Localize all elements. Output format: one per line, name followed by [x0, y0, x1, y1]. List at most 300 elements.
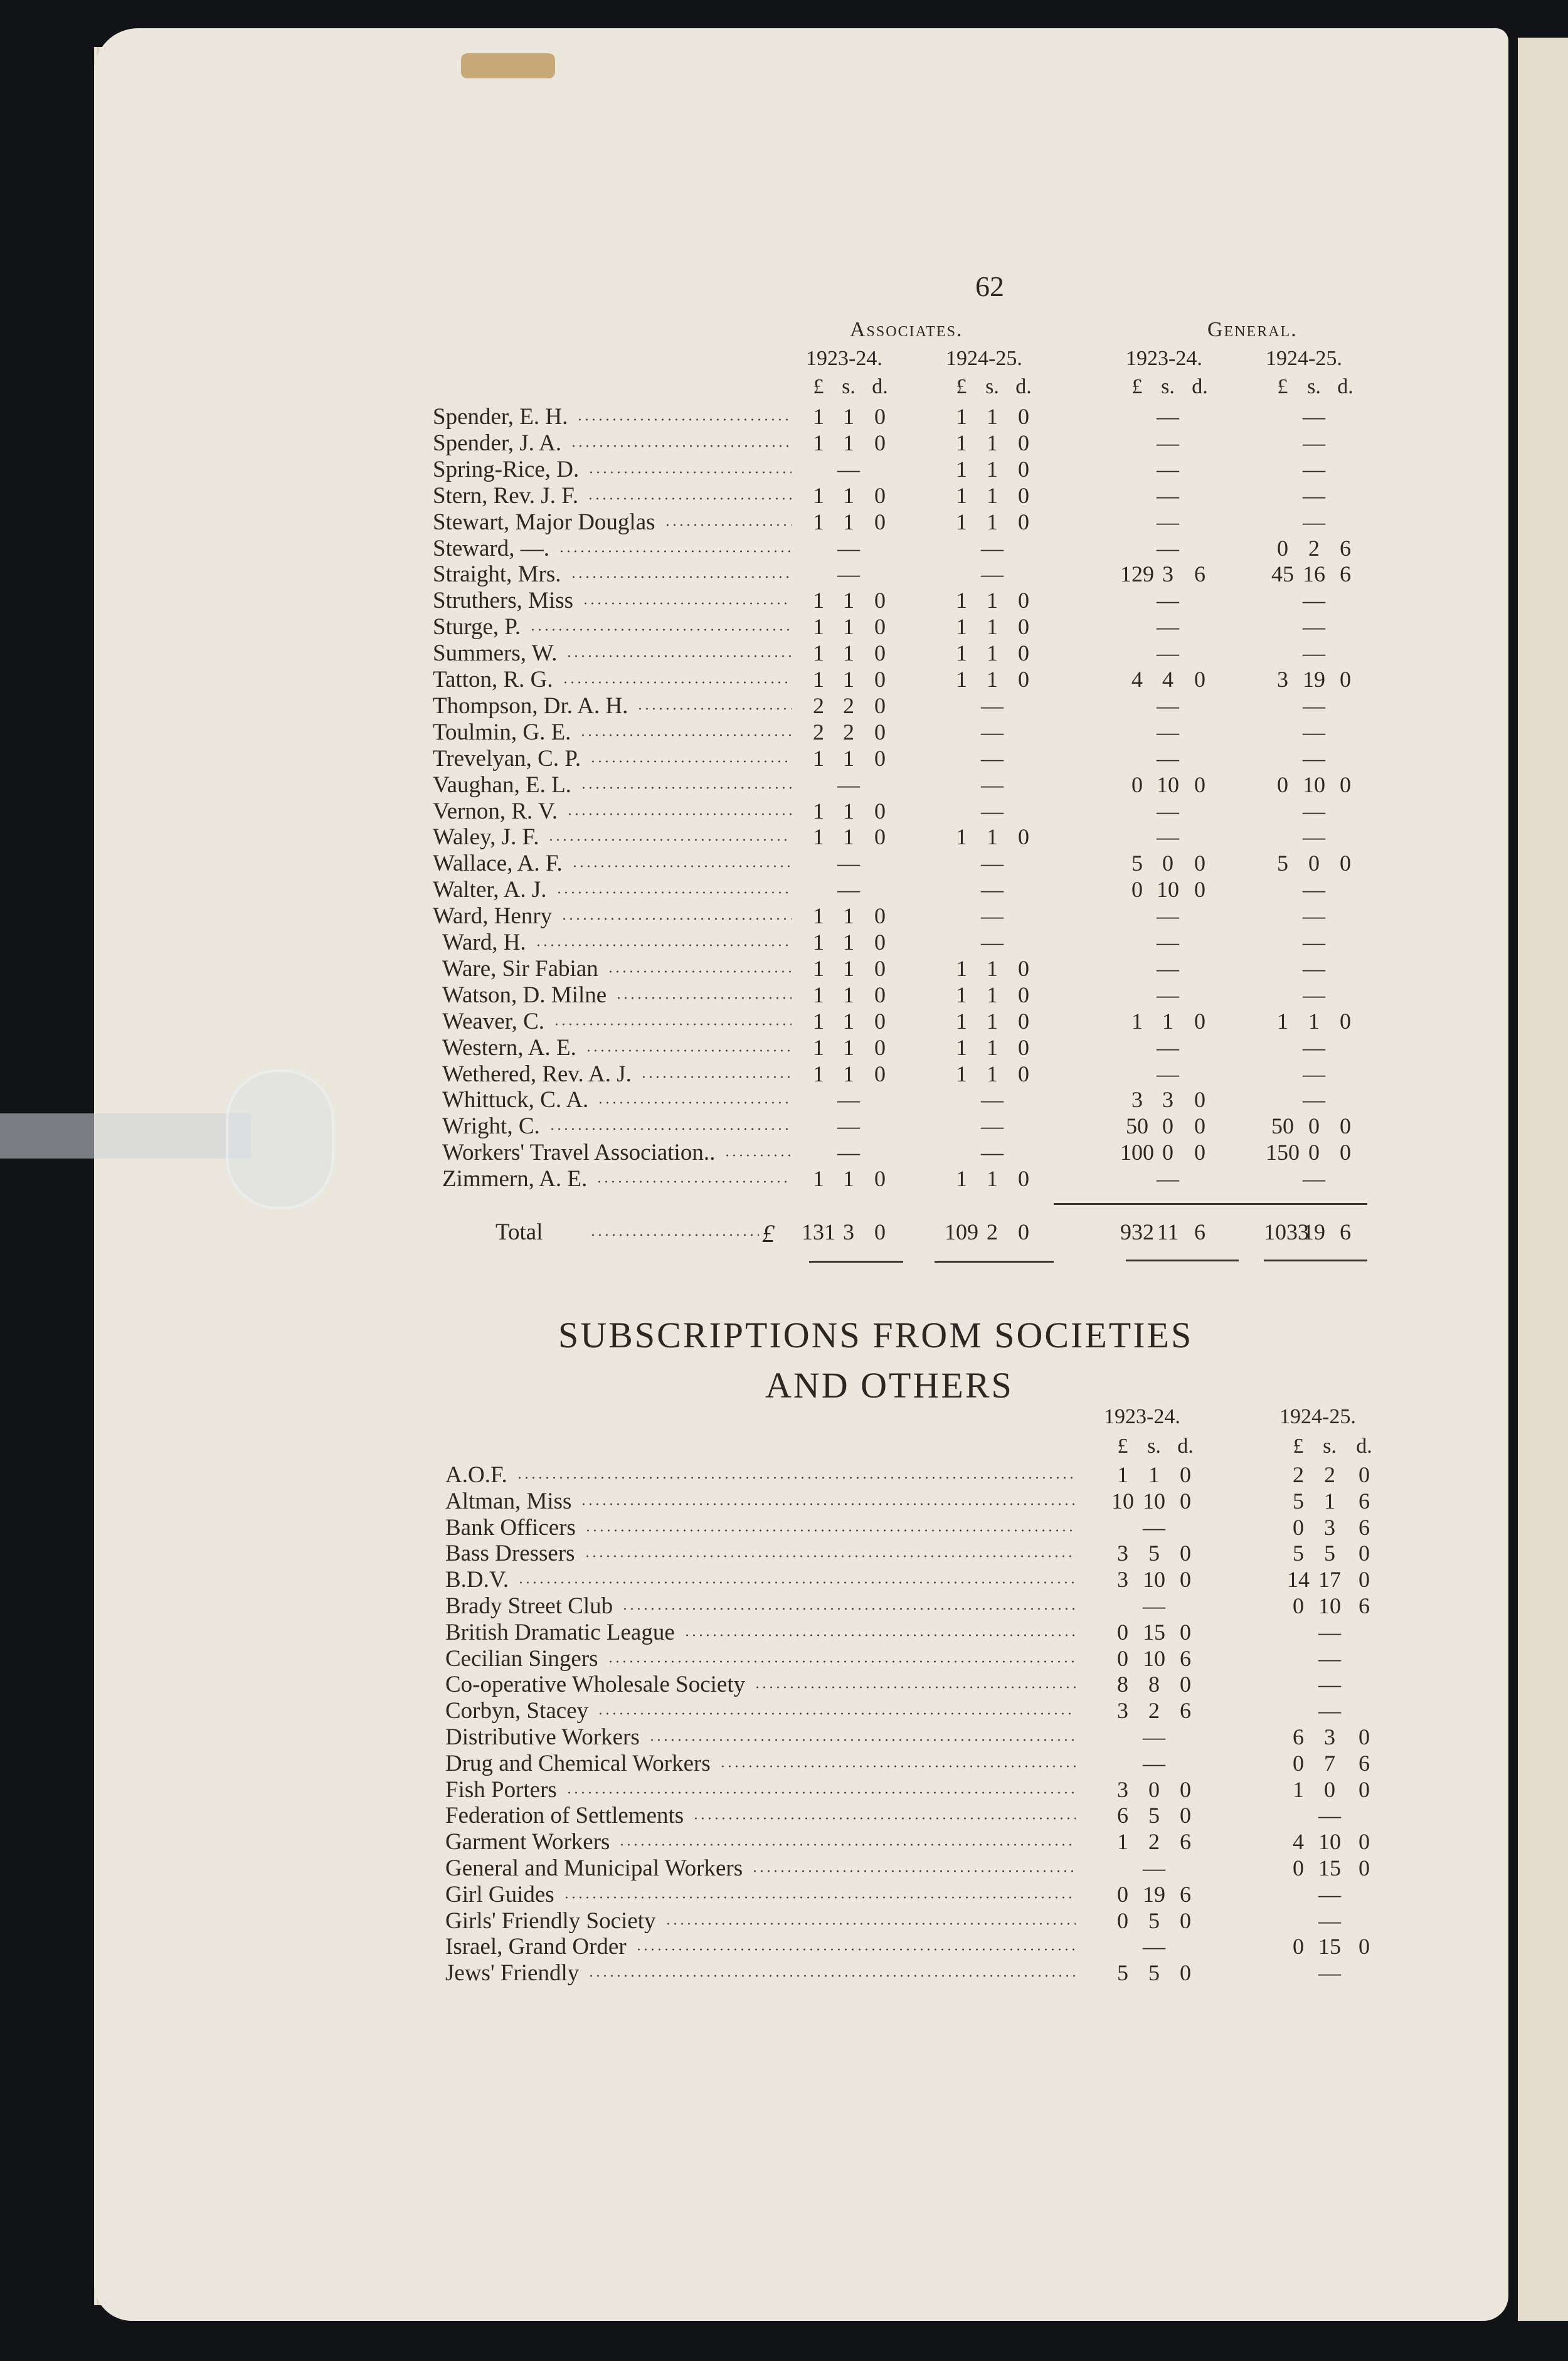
c2-amount-pence: 0	[1359, 1724, 1370, 1749]
unit-label: s.	[1161, 375, 1175, 398]
row-name: Spring-Rice, D.	[433, 457, 580, 482]
a1-amount-pounds: 1	[813, 404, 824, 429]
row-name: Weaver, C.	[442, 1009, 544, 1034]
c1-amount-pence: 0	[1180, 1462, 1191, 1487]
c2-amount-dash: —	[1318, 1882, 1341, 1907]
g1-amount-dash: —	[1157, 824, 1179, 849]
c2-amount-pence: 6	[1359, 1488, 1370, 1514]
row-name: Vaughan, E. L.	[433, 772, 571, 798]
a1-amount-shillings: 1	[843, 1166, 854, 1191]
g1-amount-dash: —	[1157, 509, 1179, 534]
c2-amount-pounds: 2	[1293, 1462, 1304, 1487]
row-name: Watson, D. Milne	[442, 982, 607, 1008]
c1-amount-pence: 0	[1180, 1960, 1191, 1985]
a1-amount-pounds: 1	[813, 1009, 824, 1034]
a2-amount-pence: 0	[1018, 667, 1029, 692]
c2-amount-shillings: 15	[1318, 1855, 1341, 1881]
c1-amount-shillings: 8	[1148, 1672, 1160, 1697]
table-row	[94, 1619, 1508, 1645]
leader-dots	[754, 1686, 1076, 1689]
unit-label: s.	[985, 375, 999, 398]
a2-amount-shillings: 1	[987, 667, 998, 692]
c1-amount-shillings: 15	[1143, 1620, 1165, 1645]
row-name: Stewart, Major Douglas	[433, 509, 655, 535]
c2-amount-dash: —	[1318, 1803, 1341, 1828]
g2-amount-dash: —	[1303, 956, 1325, 981]
g1-amount-pence: 0	[1194, 877, 1205, 902]
g1-amount-dash: —	[1157, 930, 1179, 955]
total-underline	[1126, 1260, 1239, 1261]
a1-amount-shillings: 1	[843, 640, 854, 666]
g2-amount-shillings: 19	[1303, 667, 1325, 692]
a2-amount-pounds: 1	[956, 956, 967, 981]
g2-amount-pounds: 50	[1271, 1113, 1294, 1138]
leader-dots	[566, 813, 792, 815]
row-name: General and Municipal Workers	[445, 1855, 743, 1881]
leader-dots	[580, 1503, 1076, 1505]
a2-amount-pence: 0	[1018, 824, 1029, 849]
leader-dots	[570, 576, 792, 578]
a1-amount-shillings: 2	[843, 719, 854, 745]
a1-amount-pence: 0	[874, 956, 886, 981]
a2-amount-pounds: 1	[956, 824, 967, 849]
c2-amount-pounds: 5	[1293, 1541, 1304, 1566]
g2-amount-dash: —	[1303, 877, 1325, 902]
c2-amount-pence: 6	[1359, 1593, 1370, 1618]
row-name: Brady Street Club	[445, 1593, 613, 1619]
row-name: Ward, Henry	[433, 903, 553, 929]
row-name: Western, A. E.	[442, 1035, 576, 1061]
row-name: Spender, J. A.	[433, 430, 562, 456]
g2-amount-dash: —	[1303, 982, 1325, 1007]
g1-amount-dash: —	[1157, 1061, 1179, 1086]
row-name: Garment Workers	[445, 1829, 610, 1855]
c1-amount-pence: 6	[1180, 1698, 1191, 1723]
c2-amount-pounds: 0	[1293, 1751, 1304, 1776]
leader-dots	[549, 1128, 792, 1130]
row-name: Trevelyan, C. P.	[433, 746, 581, 772]
a2-amount-shillings: 1	[987, 1166, 998, 1191]
a1-amount-pence: 0	[874, 930, 886, 955]
g1-amount-pounds: 4	[1131, 667, 1143, 692]
leader-dots	[584, 1555, 1076, 1557]
c1-amount-pounds: 8	[1117, 1672, 1128, 1697]
a2-amount-pence: 0	[1018, 1009, 1029, 1034]
year-header: 1923-24.	[806, 347, 882, 370]
table-row	[94, 1907, 1508, 1934]
a2-amount-dash: —	[981, 851, 1004, 876]
a1-amount-pence: 0	[874, 509, 886, 534]
a1-amount-pounds: 1	[813, 798, 824, 824]
leader-dots	[664, 524, 792, 526]
a2-amount-shillings: 1	[987, 1061, 998, 1086]
g1-amount-pence: 0	[1194, 1113, 1205, 1138]
g1-amount-dash: —	[1157, 693, 1179, 718]
total-a1-shillings: 3	[843, 1219, 854, 1244]
g2-amount-shillings: 10	[1303, 772, 1325, 797]
a1-amount-pounds: 1	[813, 982, 824, 1007]
leader-dots	[585, 1529, 1076, 1532]
a1-amount-pounds: 1	[813, 903, 824, 928]
a1-amount-shillings: 1	[843, 930, 854, 955]
c2-amount-pence: 0	[1359, 1829, 1370, 1854]
year-header: 1924-25.	[946, 347, 1022, 370]
row-name: Bass Dressers	[445, 1541, 575, 1566]
a1-amount-shillings: 1	[843, 614, 854, 639]
c1-amount-shillings: 2	[1148, 1698, 1160, 1723]
leader-dots	[548, 839, 792, 841]
c1-amount-pounds: 0	[1117, 1908, 1128, 1933]
row-name: Steward, —.	[433, 536, 549, 561]
row-name: Sturge, P.	[433, 614, 521, 640]
a1-amount-pounds: 1	[813, 588, 824, 613]
unit-label: d.	[1192, 375, 1208, 398]
a1-amount-dash: —	[837, 877, 860, 902]
c1-amount-dash: —	[1143, 1515, 1165, 1540]
c1-amount-shillings: 5	[1148, 1541, 1160, 1566]
a1-amount-shillings: 1	[843, 824, 854, 849]
g2-amount-dash: —	[1303, 903, 1325, 928]
c1-amount-shillings: 2	[1148, 1829, 1160, 1854]
unit-label: d.	[1015, 375, 1032, 398]
g2-amount-dash: —	[1303, 404, 1325, 429]
total-g1-shillings: 11	[1157, 1219, 1179, 1244]
row-name: British Dramatic League	[445, 1620, 675, 1645]
row-name: Whittuck, C. A.	[442, 1087, 589, 1113]
a2-amount-dash: —	[981, 693, 1004, 718]
a1-amount-dash: —	[837, 1087, 860, 1112]
c2-amount-shillings: 3	[1324, 1724, 1335, 1749]
c1-amount-pence: 0	[1180, 1567, 1191, 1592]
leader-dots	[566, 1791, 1076, 1794]
a2-amount-dash: —	[981, 798, 1004, 824]
a1-amount-shillings: 2	[843, 693, 854, 718]
g2-amount-dash: —	[1303, 588, 1325, 613]
leader-dots	[562, 681, 792, 684]
row-name: Stern, Rev. J. F.	[433, 483, 579, 509]
a1-amount-shillings: 1	[843, 982, 854, 1007]
c1-amount-dash: —	[1143, 1934, 1165, 1959]
g1-amount-dash: —	[1157, 430, 1179, 455]
a2-amount-pence: 0	[1018, 509, 1029, 534]
a2-amount-pounds: 1	[956, 1061, 967, 1086]
leader-dots	[570, 445, 792, 447]
g2-amount-dash: —	[1303, 693, 1325, 718]
a1-amount-dash: —	[837, 457, 860, 482]
c2-amount-pounds: 0	[1293, 1515, 1304, 1540]
a1-amount-shillings: 1	[843, 667, 854, 692]
leader-dots	[582, 602, 792, 605]
unit-label: £	[813, 375, 824, 398]
a2-amount-dash: —	[981, 1140, 1004, 1165]
a2-amount-pence: 0	[1018, 1035, 1029, 1060]
row-name: Corbyn, Stacey	[445, 1698, 589, 1724]
unit-label: d.	[1356, 1435, 1372, 1458]
g1-amount-pounds: 3	[1131, 1087, 1143, 1112]
pound-sign: £	[762, 1219, 775, 1248]
g1-amount-dash: —	[1157, 483, 1179, 508]
a2-amount-shillings: 1	[987, 982, 998, 1007]
g1-amount-pounds: 0	[1131, 877, 1143, 902]
a1-amount-pence: 0	[874, 719, 886, 745]
a1-amount-pence: 0	[874, 1166, 886, 1191]
a2-amount-shillings: 1	[987, 614, 998, 639]
total-g2-pence: 6	[1340, 1219, 1351, 1244]
a1-amount-shillings: 1	[843, 430, 854, 455]
leader-dots	[529, 629, 792, 631]
binder-clip	[0, 1069, 336, 1207]
unit-label: £	[956, 375, 967, 398]
a1-amount-pence: 0	[874, 798, 886, 824]
g1-amount-shillings: 0	[1162, 851, 1173, 876]
c2-amount-pence: 0	[1359, 1777, 1370, 1802]
row-name: Cecilian Singers	[445, 1646, 598, 1672]
c1-amount-pounds: 3	[1117, 1541, 1128, 1566]
a2-amount-pounds: 1	[956, 588, 967, 613]
c1-amount-pence: 0	[1180, 1620, 1191, 1645]
row-name: Drug and Chemical Workers	[445, 1751, 711, 1776]
g2-amount-pence: 0	[1340, 1140, 1351, 1165]
total-g2-shillings: 19	[1303, 1219, 1325, 1244]
a2-amount-pence: 0	[1018, 982, 1029, 1007]
g1-amount-pounds: 50	[1126, 1113, 1148, 1138]
c2-amount-pounds: 1	[1293, 1777, 1304, 1802]
leader-dots	[607, 970, 792, 973]
row-name: Wright, C.	[442, 1113, 540, 1139]
g1-amount-shillings: 0	[1162, 1113, 1173, 1138]
leader-dots	[558, 550, 792, 553]
a2-amount-pence: 0	[1018, 1166, 1029, 1191]
total-rule	[1054, 1203, 1367, 1205]
year-header: 1924-25.	[1279, 1405, 1356, 1428]
leader-dots	[556, 891, 792, 894]
leader-dots	[561, 918, 792, 920]
g1-amount-dash: —	[1157, 404, 1179, 429]
a1-amount-pence: 0	[874, 693, 886, 718]
g2-amount-pounds: 1	[1277, 1009, 1288, 1034]
leader-dots	[684, 1634, 1076, 1637]
leader-dots	[516, 1477, 1076, 1479]
c1-amount-shillings: 5	[1148, 1960, 1160, 1985]
leader-dots	[571, 865, 792, 867]
leader-dots	[618, 1844, 1076, 1846]
leader-dots	[615, 997, 792, 999]
g2-amount-shillings: 0	[1308, 851, 1320, 876]
leader-dots	[649, 1739, 1076, 1741]
c1-amount-pounds: 3	[1117, 1567, 1128, 1592]
row-name: Co-operative Wholesale Society	[445, 1672, 746, 1697]
a2-amount-shillings: 1	[987, 824, 998, 849]
g2-amount-pounds: 150	[1266, 1140, 1300, 1165]
total-a2-pence: 0	[1018, 1219, 1029, 1244]
a1-amount-shillings: 1	[843, 483, 854, 508]
c1-amount-pounds: 1	[1117, 1462, 1128, 1487]
leader-dots	[553, 1023, 792, 1026]
table-row	[94, 1802, 1508, 1828]
c1-amount-dash: —	[1143, 1593, 1165, 1618]
a2-amount-dash: —	[981, 772, 1004, 797]
total-a1-pounds: 131	[802, 1219, 835, 1244]
a2-amount-pence: 0	[1018, 430, 1029, 455]
leader-dots	[751, 1870, 1076, 1872]
leader-dots	[590, 1234, 759, 1236]
c2-amount-pounds: 0	[1293, 1934, 1304, 1959]
row-name: Straight, Mrs.	[433, 561, 561, 587]
c2-amount-pounds: 14	[1287, 1567, 1310, 1592]
unit-label: d.	[872, 375, 888, 398]
leader-dots	[622, 1608, 1076, 1610]
g1-amount-dash: —	[1157, 457, 1179, 482]
g1-amount-dash: —	[1157, 536, 1179, 561]
row-name: Wallace, A. F.	[433, 851, 563, 876]
leader-dots	[588, 471, 792, 474]
g1-amount-pence: 0	[1194, 667, 1205, 692]
c1-amount-pence: 6	[1180, 1646, 1191, 1671]
c1-amount-pounds: 0	[1117, 1882, 1128, 1907]
g1-amount-pounds: 0	[1131, 772, 1143, 797]
a1-amount-dash: —	[837, 536, 860, 561]
g1-amount-pounds: 129	[1120, 561, 1154, 586]
g2-amount-dash: —	[1303, 1061, 1325, 1086]
row-name: Jews' Friendly	[445, 1960, 580, 1986]
g1-amount-shillings: 0	[1162, 1140, 1173, 1165]
a2-amount-pence: 0	[1018, 640, 1029, 666]
g1-amount-shillings: 3	[1162, 561, 1173, 586]
table-row	[94, 1645, 1508, 1672]
g1-amount-dash: —	[1157, 1035, 1179, 1060]
a2-amount-shillings: 1	[987, 404, 998, 429]
row-name: Toulmin, G. E.	[433, 719, 571, 745]
c2-amount-pounds: 5	[1293, 1488, 1304, 1514]
g2-amount-shillings: 16	[1303, 561, 1325, 586]
g2-amount-pounds: 45	[1271, 561, 1294, 586]
a1-amount-pounds: 1	[813, 824, 824, 849]
a2-amount-shillings: 1	[987, 640, 998, 666]
leader-dots	[576, 418, 792, 421]
g2-amount-shillings: 0	[1308, 1113, 1320, 1138]
leader-dots	[635, 1948, 1076, 1951]
unit-label: s.	[1323, 1435, 1337, 1458]
a2-amount-shillings: 1	[987, 956, 998, 981]
g1-amount-dash: —	[1157, 588, 1179, 613]
row-name: Girls' Friendly Society	[445, 1908, 656, 1934]
a1-amount-pounds: 2	[813, 693, 824, 718]
unit-label: s.	[1147, 1435, 1161, 1458]
row-name: B.D.V.	[445, 1567, 509, 1593]
table-row	[94, 1697, 1508, 1724]
g2-amount-pounds: 0	[1277, 536, 1288, 561]
c1-amount-pence: 0	[1180, 1541, 1191, 1566]
a2-amount-pounds: 1	[956, 1035, 967, 1060]
a1-amount-pounds: 1	[813, 614, 824, 639]
c2-amount-shillings: 2	[1324, 1462, 1335, 1487]
section-title: SUBSCRIPTIONS FROM SOCIETIES	[558, 1315, 1194, 1356]
unit-label: £	[1277, 375, 1288, 398]
a1-amount-pence: 0	[874, 982, 886, 1007]
a2-amount-dash: —	[981, 536, 1004, 561]
g2-amount-shillings: 0	[1308, 1140, 1320, 1165]
a2-amount-shillings: 1	[987, 430, 998, 455]
a1-amount-pence: 0	[874, 903, 886, 928]
g2-amount-dash: —	[1303, 483, 1325, 508]
a2-amount-dash: —	[981, 746, 1004, 771]
a1-amount-shillings: 1	[843, 1061, 854, 1086]
c2-amount-shillings: 3	[1324, 1515, 1335, 1540]
g1-amount-shillings: 3	[1162, 1087, 1173, 1112]
leader-dots	[580, 787, 792, 789]
c1-amount-shillings: 19	[1143, 1882, 1165, 1907]
a2-amount-pence: 0	[1018, 614, 1029, 639]
c1-amount-pence: 6	[1180, 1829, 1191, 1854]
total-label: Total	[495, 1219, 543, 1245]
g1-amount-pence: 0	[1194, 1087, 1205, 1112]
table-row	[94, 1881, 1508, 1907]
leader-dots	[640, 1076, 792, 1078]
c2-amount-dash: —	[1318, 1698, 1341, 1723]
row-name: Fish Porters	[445, 1777, 557, 1803]
c2-amount-shillings: 17	[1318, 1567, 1341, 1592]
c1-amount-shillings: 10	[1143, 1488, 1165, 1514]
c2-amount-shillings: 10	[1318, 1593, 1341, 1618]
g1-amount-dash: —	[1157, 719, 1179, 745]
a1-amount-pence: 0	[874, 1035, 886, 1060]
c2-amount-pence: 6	[1359, 1515, 1370, 1540]
table-row	[94, 1671, 1508, 1697]
a1-amount-pounds: 1	[813, 667, 824, 692]
c1-amount-dash: —	[1143, 1855, 1165, 1881]
a1-amount-shillings: 1	[843, 404, 854, 429]
a1-amount-dash: —	[837, 772, 860, 797]
c1-amount-pounds: 0	[1117, 1646, 1128, 1671]
a1-amount-pence: 0	[874, 404, 886, 429]
c2-amount-shillings: 1	[1324, 1488, 1335, 1514]
facing-page-edge	[1518, 38, 1568, 2321]
a1-amount-pence: 0	[874, 588, 886, 613]
total-underline	[809, 1261, 903, 1263]
a1-amount-pounds: 1	[813, 1035, 824, 1060]
g2-amount-dash: —	[1303, 640, 1325, 666]
g2-amount-pence: 0	[1340, 851, 1351, 876]
row-name: Girl Guides	[445, 1882, 554, 1907]
leader-dots	[590, 760, 792, 763]
a1-amount-pence: 0	[874, 430, 886, 455]
a1-amount-pence: 0	[874, 1009, 886, 1034]
leader-dots	[665, 1923, 1076, 1925]
c2-amount-pounds: 0	[1293, 1855, 1304, 1881]
unit-label: s.	[1307, 375, 1321, 398]
leader-dots	[597, 1101, 792, 1104]
a1-amount-pounds: 1	[813, 509, 824, 534]
unit-label: d.	[1337, 375, 1353, 398]
a2-amount-dash: —	[981, 561, 1004, 586]
unit-label: £	[1117, 1435, 1128, 1458]
total-underline	[935, 1261, 1054, 1263]
row-name: Summers, W.	[433, 640, 558, 666]
row-name: Ward, H.	[442, 930, 526, 955]
c2-amount-dash: —	[1318, 1960, 1341, 1985]
c2-amount-pence: 0	[1359, 1462, 1370, 1487]
year-header: 1924-25.	[1266, 347, 1342, 370]
a1-amount-pounds: 1	[813, 1061, 824, 1086]
c1-amount-pounds: 0	[1117, 1620, 1128, 1645]
a2-amount-dash: —	[981, 1113, 1004, 1138]
a2-amount-shillings: 1	[987, 588, 998, 613]
g1-amount-pounds: 1	[1131, 1009, 1143, 1034]
total-g1-pounds: 932	[1120, 1219, 1154, 1244]
g1-amount-dash: —	[1157, 640, 1179, 666]
g1-amount-pounds: 5	[1131, 851, 1143, 876]
c1-amount-pounds: 3	[1117, 1698, 1128, 1723]
